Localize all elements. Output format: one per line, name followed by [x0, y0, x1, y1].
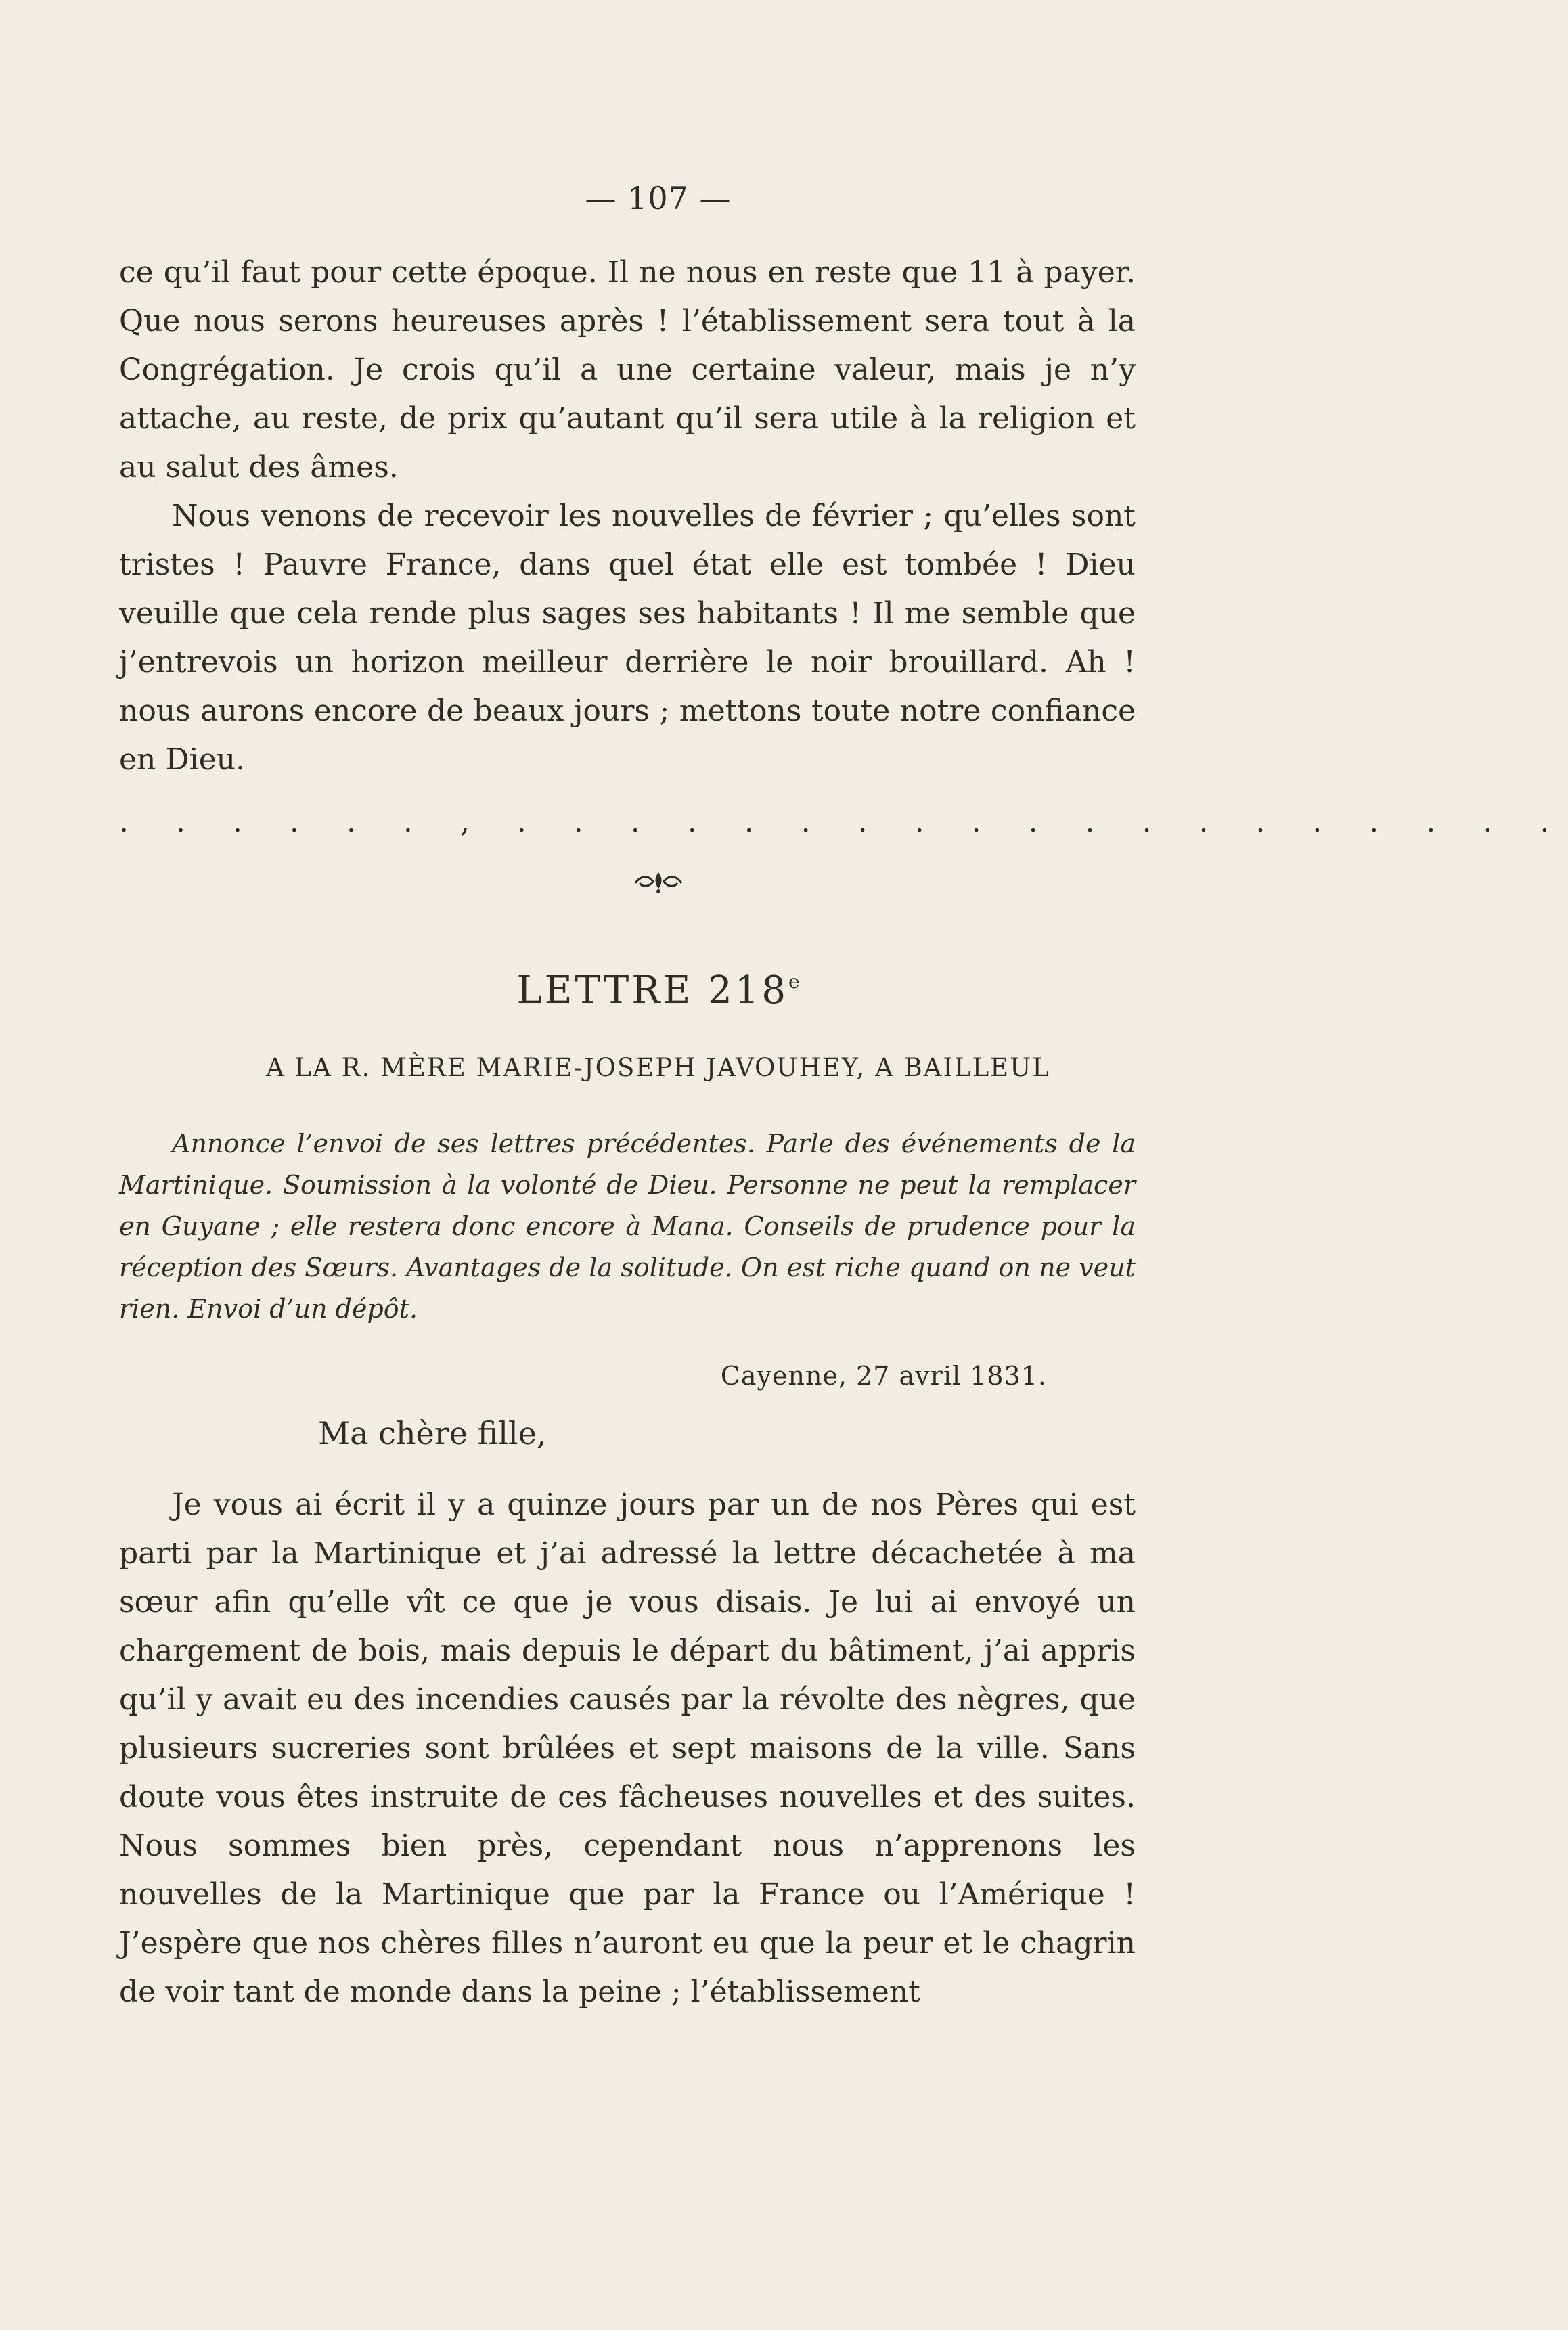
salutation: Ma chère fille,: [318, 1415, 547, 1452]
place-date: Cayenne, 27 avril 1831.: [720, 1361, 1047, 1391]
letter-title-suffix: e: [788, 970, 800, 993]
fleuron-ornament-icon: [0, 863, 1316, 897]
letter-body: [119, 1481, 1136, 2017]
letter-title: [0, 958, 1316, 1014]
paragraph: Je vous ai écrit il y a quinze jours par un de nos Pères qui est parti par la Martinique et j’ai adressé la lettre décachetée à ma sœur afin qu’elle vît ce que je vous disais. Je lui ai envoyé un chargement de bois, mais depuis le départ du bâtiment, j’ai appris qu’il y avait eu des incendies causés par la révolte des nègres, que plusieurs sucreries sont brûlées et sept maisons de la ville. Sans doute vous êtes instruite de ces fâcheuses nouvelles et des suites. Nous sommes bien près, cependant nous n’apprenons les nouvelles de la Martinique que par la France ou l’Amérique ! J’espère que nos chères filles n’auront eu que la peur et le chagrin de voir tant de monde dans la peine ; l’établissement: [119, 1487, 1136, 2009]
letter-summary: Annonce l’envoi de ses lettres précédentes. Parle des événements de la Martinique. Soumission à la volonté de Dieu. Personne ne peut la remplacer en Guyane ; elle restera donc encore à Mana. Conseils de prudence pour la réception des Sœurs. Avantages de la solitude. On est riche quand on ne veut rien. Envoi d’un dépôt.: [119, 1129, 1136, 1324]
paragraph: ce qu’il faut pour cette époque. Il ne nous en reste que 11 à payer. Que nous serons heureuses après ! l’établissement sera tout à la Congrégation. Je crois qu’il a une certaine valeur, mais je n’y attache, au reste, de prix qu’autant qu’il sera utile à la religion et au salut des âmes.: [119, 255, 1136, 485]
page-number: — 107 —: [585, 180, 732, 217]
letter-title-text: LETTRE 218: [516, 968, 788, 1012]
fleuron-ornament-icon: [631, 868, 686, 895]
previous-letter-ending: [119, 248, 1136, 784]
paragraph: Nous venons de recevoir les nouvelles de février ; qu’elles sont tristes ! Pauvre France, dans quel état elle est tombée ! Dieu veuille que cela rende plus sages ses habitants ! Il me semble que j’entrevois un horizon meilleur derrière le noir brouillard. Ah ! nous aurons encore de beaux jours ; mettons toute notre confiance en Dieu.: [119, 499, 1136, 777]
ellipsis-line: . . . . . . , . . . . . . . . . . . . . . . . . . .: [119, 805, 1568, 839]
letter-recipient: A LA R. MÈRE MARIE-JOSEPH JAVOUHEY, A BAILLEUL: [266, 1053, 1050, 1082]
